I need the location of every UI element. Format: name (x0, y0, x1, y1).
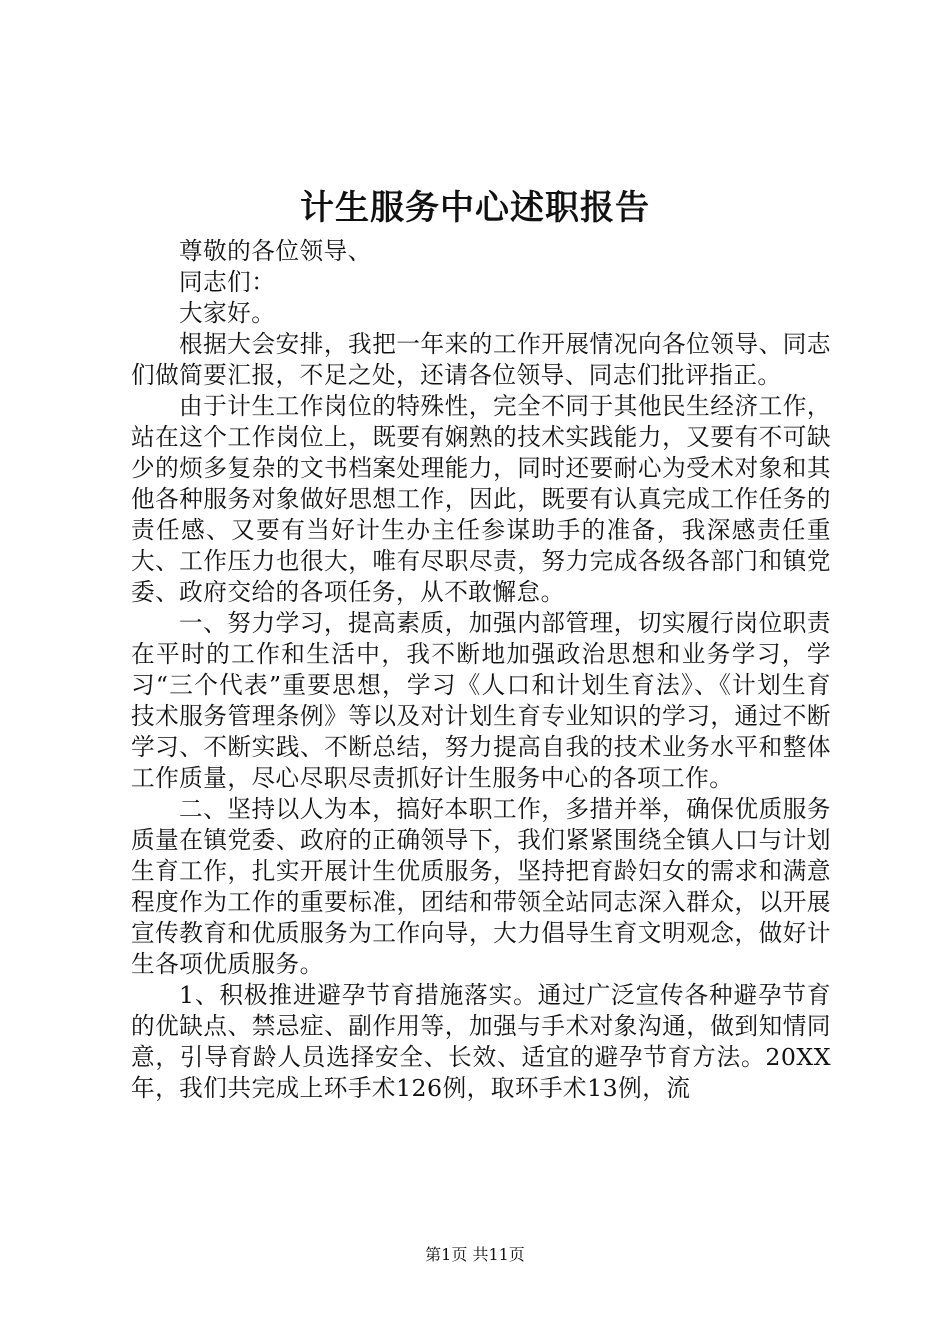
greeting-line: 大家好。 (179, 299, 276, 327)
body-paragraph: 根据大会安排，我把一年来的工作开展情况向各位领导、同志们做简要汇报，不足之处，还请各位领导、同志们批评指正。 (131, 330, 831, 389)
body-paragraph: 1、积极推进避孕节育措施落实。通过广泛宣传各种避孕节育的优缺点、禁忌症、副作用等，加强与手术对象沟通，做到知情同意，引导育龄人员选择安全、长效、适宜的避孕节育方法。20XX年，我们共完成上环手术126例，取环手术13例，流 (131, 981, 831, 1102)
page-number-footer: 第1页 共11页 (425, 1245, 525, 1264)
document-body (131, 236, 831, 1104)
salutation-line-2: 同志们： (179, 268, 276, 296)
body-paragraph: 二、坚持以人为本，搞好本职工作，多措并举，确保优质服务质量在镇党委、政府的正确领导下，我们紧紧围绕全镇人口与计划生育工作，扎实开展计生优质服务，坚持把育龄妇女的需求和满意程度作为工作的重要标准，团结和带领全站同志深入群众，以开展宣传教育和优质服务为工作向导，大力倡导生育文明观念，做好计生各项优质服务。 (131, 795, 831, 978)
body-paragraph: 一、努力学习，提高素质，加强内部管理，切实履行岗位职责在平时的工作和生活中，我不断地加强政治思想和业务学习，学习“三个代表”重要思想，学习《人口和计划生育法》、《计划生育技术服务管理条例》等以及对计划生育专业知识的学习，通过不断学习、不断实践、不断总结，努力提高自我的技术业务水平和整体工作质量，尽心尽职尽责抓好计生服务中心的各项工作。 (131, 609, 831, 792)
document-title: 计生服务中心述职报告 (300, 188, 650, 228)
salutation-line-1: 尊敬的各位领导、 (179, 237, 372, 265)
body-paragraph: 由于计生工作岗位的特殊性，完全不同于其他民生经济工作，站在这个工作岗位上，既要有娴熟的技术实践能力，又要有不可缺少的烦多复杂的文书档案处理能力，同时还要耐心为受术对象和其他各种服务对象做好思想工作，因此，既要有认真完成工作任务的责任感、又要有当好计生办主任参谋助手的准备，我深感责任重大、工作压力也很大，唯有尽职尽责，努力完成各级各部门和镇党委、政府交给的各项任务，从不敢懈怠。 (131, 392, 831, 606)
